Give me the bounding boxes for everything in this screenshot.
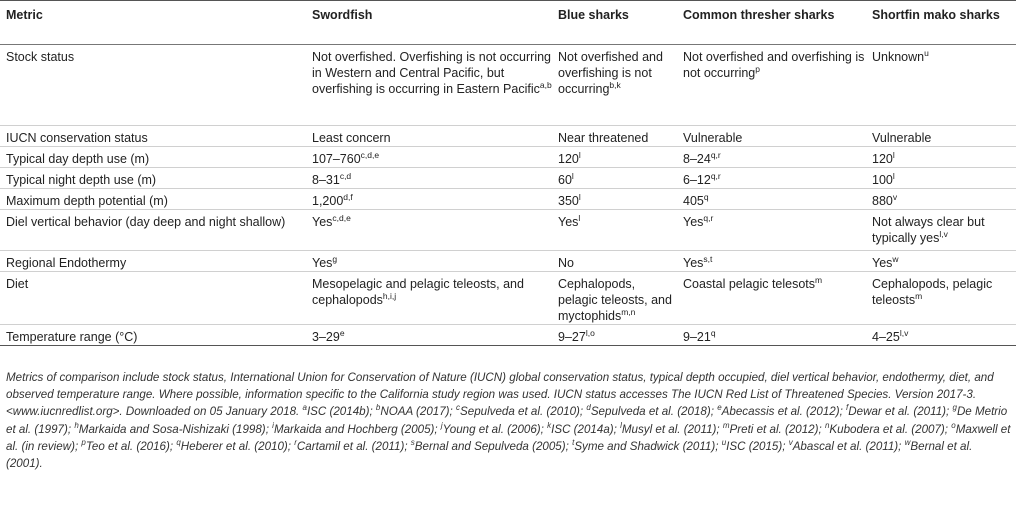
shortfin-mako-sharks-cell	[866, 168, 1016, 189]
cell-superscript: a,b	[539, 79, 552, 90]
footnote-ref-text: Markaida and Hochberg (2005)	[273, 422, 435, 436]
cell-superscript: l	[892, 170, 895, 181]
swordfish-cell	[306, 126, 552, 147]
common-thresher-sharks-cell	[677, 126, 866, 147]
cell-text: Cephalopods, pelagic teleosts, and myctophids	[558, 277, 672, 323]
footnote-ref-text: Young et al. (2006)	[442, 422, 541, 436]
footnote-ref-key: u	[721, 437, 727, 447]
cell-text: Yes	[683, 256, 704, 270]
cell-superscript: l	[892, 149, 895, 160]
cell-text: 9–27	[558, 330, 586, 344]
cell-superscript: s,t	[703, 253, 713, 264]
table-row	[0, 210, 1016, 251]
cell-text: 100	[872, 173, 893, 187]
cell-text: Yes	[683, 215, 704, 229]
cell-superscript: l,v	[939, 228, 948, 239]
cell-text: 1,200	[312, 194, 344, 208]
footnote-ref-key: v	[788, 437, 793, 447]
swordfish-cell	[306, 210, 552, 251]
cell-superscript: e	[339, 327, 345, 338]
header-blue-sharks: Blue sharks	[552, 1, 677, 45]
common-thresher-sharks-cell	[677, 210, 866, 251]
blue-sharks-cell	[552, 272, 677, 325]
blue-sharks-cell	[552, 168, 677, 189]
cell-text: 120	[558, 152, 579, 166]
cell-text: Cephalopods, pelagic teleosts	[872, 277, 993, 307]
swordfish-cell	[306, 325, 552, 346]
cell-superscript: g	[332, 253, 338, 264]
footnote-ref-key: h	[74, 420, 79, 430]
footnote-ref-key: q	[176, 437, 181, 447]
cell-superscript: q,r	[710, 149, 721, 160]
footnote-ref-key: t	[572, 437, 575, 447]
footnote-ref-key: w	[904, 437, 911, 447]
table-row	[0, 147, 1016, 168]
cell-text: Not overfished. Overfishing is not occurring in Western and Central Pacific, but overfishing is occurring in Eastern Pacific	[312, 50, 551, 96]
shortfin-mako-sharks-cell	[866, 126, 1016, 147]
common-thresher-sharks-cell	[677, 189, 866, 210]
cell-text: Yes	[558, 215, 579, 229]
cell-superscript: q	[703, 191, 709, 202]
cell-superscript: l	[578, 149, 581, 160]
shortfin-mako-sharks-cell	[866, 189, 1016, 210]
shortfin-mako-sharks-cell	[866, 147, 1016, 168]
common-thresher-sharks-cell	[677, 251, 866, 272]
cell-text: 107–760	[312, 152, 361, 166]
cell-text: 3–29	[312, 330, 340, 344]
cell-text: 4–25	[872, 330, 900, 344]
footnote-ref-text: Heberer et al. (2010)	[180, 439, 288, 453]
footnote-ref-text: Bernal et al. (2001).	[6, 439, 973, 471]
cell-text: Not always clear but typically yes	[872, 215, 985, 245]
cell-text: Coastal pelagic telesots	[683, 277, 816, 291]
cell-superscript: q,r	[703, 212, 714, 223]
blue-sharks-cell	[552, 325, 677, 346]
table-row	[0, 189, 1016, 210]
table-row	[0, 251, 1016, 272]
footnote-ref-text: Preti et al. (2012)	[729, 422, 819, 436]
common-thresher-sharks-cell	[677, 325, 866, 346]
cell-text: 8–24	[683, 152, 711, 166]
cell-superscript: p	[755, 63, 760, 74]
blue-sharks-cell	[552, 251, 677, 272]
table-row	[0, 45, 1016, 126]
cell-superscript: l	[578, 212, 581, 223]
cell-text: Near threatened	[558, 131, 649, 145]
footnote-ref-key: j	[440, 420, 443, 430]
common-thresher-sharks-cell	[677, 147, 866, 168]
footnote-ref-text: ISC (2015)	[726, 439, 783, 453]
header-row	[0, 1, 1016, 45]
swordfish-cell	[306, 251, 552, 272]
metric-cell: Typical day depth use (m)	[6, 152, 150, 166]
footnote-ref-text: Kubodera et al. (2007)	[829, 422, 945, 436]
footnote-ref-text: NOAA (2017)	[380, 405, 450, 419]
cell-text: Not overfished and overfishing is not occurring	[558, 50, 663, 96]
cell-superscript: v	[892, 191, 898, 202]
cell-superscript: l,v	[899, 327, 909, 338]
cell-text: 9–21	[683, 330, 711, 344]
cell-superscript: m	[915, 290, 923, 301]
common-thresher-sharks-cell	[677, 272, 866, 325]
cell-text: 60	[558, 173, 572, 187]
common-thresher-sharks-cell	[677, 45, 866, 126]
footnote-ref-key: g	[952, 403, 957, 413]
footnote-ref-key: s	[410, 437, 415, 447]
metric-cell: IUCN conservation status	[6, 131, 148, 145]
footnote-ref-key: l	[620, 420, 622, 430]
cell-superscript: h,i,j	[382, 290, 397, 301]
footnote-ref-text: ISC (2014a)	[551, 422, 614, 436]
footnote-ref-key: k	[547, 420, 552, 430]
table-footnote	[6, 369, 1011, 472]
footnote-ref-text: Cartamil et al. (2011)	[296, 439, 405, 453]
header-metric: Metric	[0, 1, 306, 45]
cell-text: Unknown	[872, 50, 925, 64]
swordfish-cell	[306, 147, 552, 168]
cell-superscript: c,d,e	[332, 212, 351, 223]
cell-superscript: b,k	[609, 79, 621, 90]
shortfin-mako-sharks-cell	[866, 45, 1016, 126]
footnote-references: $^a$ISC (2014b); $^b$NOAA (2017); $^c$Sepulveda et al. (2010); $^d$Sepulveda et al. (2018); $^e$Abecassis et al. (2012); $^f$Dewar et al. (2011); $^g$De Metrio et al. (1997); $^h$Markaida and Sosa-Nishizaki (1998); $^i$Markaida and Hochberg (2005); $^j$Young et al. (2006); $^k$ISC (2014a); $^l$Musyl et al. (2011); $^m$Preti et al. (2012); $^n$Kubodera et al. (2007); $^o$Maxwell et al. (in review); $^p$Teo et al. (2016); $^q$Heberer et al. (2010); $^r$Cartamil et al. (2011); $^s$Bernal and Sepulveda (2005); $^t$Syme and Shadwick (2011); $^u$ISC (2015); $^v$Abascal et al. (2011); $^w$Bernal et al. (2001).	[6, 403, 1011, 471]
metric-cell: Regional Endothermy	[6, 256, 127, 270]
footnote-ref-text: Teo et al. (2016)	[85, 439, 170, 453]
blue-sharks-cell	[552, 45, 677, 126]
blue-sharks-cell	[552, 210, 677, 251]
cell-text: 120	[872, 152, 893, 166]
cell-text: 405	[683, 194, 704, 208]
metric-cell: Diet	[6, 277, 29, 291]
cell-superscript: c,d,e	[360, 149, 380, 160]
blue-sharks-cell	[552, 189, 677, 210]
footnote-ref-text: Sepulveda et al. (2010)	[460, 405, 580, 419]
header-common-thresher-sharks: Common thresher sharks	[677, 1, 866, 45]
footnote-ref-text: Musyl et al. (2011)	[621, 422, 717, 436]
cell-text: 350	[558, 194, 579, 208]
cell-superscript: d,f	[343, 191, 353, 202]
cell-text: 880	[872, 194, 893, 208]
cell-text: Vulnerable	[872, 131, 932, 145]
cell-text: Yes	[312, 256, 333, 270]
footnote-ref-key: e	[717, 403, 722, 413]
metric-cell: Stock status	[6, 50, 75, 64]
metric-cell: Diel vertical behavior (day deep and night shallow)	[6, 215, 286, 229]
swordfish-cell	[306, 189, 552, 210]
footnote-ref-key: i	[272, 420, 274, 430]
shortfin-mako-sharks-cell	[866, 325, 1016, 346]
cell-text: 8–31	[312, 173, 340, 187]
metric-cell: Maximum depth potential (m)	[6, 194, 168, 208]
header-shortfin-mako-sharks: Shortfin mako sharks	[866, 1, 1016, 45]
footnote-ref-key: r	[294, 437, 297, 447]
header-swordfish: Swordfish	[306, 1, 552, 45]
swordfish-cell	[306, 168, 552, 189]
footnote-ref-key: c	[456, 403, 461, 413]
footnote-ref-text: Abascal et al. (2011)	[792, 439, 899, 453]
footnote-ref-key: m	[722, 420, 730, 430]
cell-superscript: u	[924, 47, 929, 58]
footnote-ref-text: Maxwell et al. (in review)	[6, 422, 1011, 453]
cell-text: Not overfished and overfishing is not occurring	[683, 50, 865, 80]
footnote-ref-key: n	[824, 420, 830, 430]
blue-sharks-cell	[552, 126, 677, 147]
table-row	[0, 272, 1016, 325]
cell-text: Yes	[312, 215, 333, 229]
metric-cell: Temperature range (°C)	[6, 330, 138, 344]
swordfish-cell	[306, 45, 552, 126]
footnote-ref-key: o	[951, 420, 956, 430]
cell-superscript: m	[815, 274, 823, 285]
footnote-ref-key: p	[81, 437, 86, 447]
shortfin-mako-sharks-cell	[866, 210, 1016, 251]
swordfish-cell	[306, 272, 552, 325]
table-row	[0, 126, 1016, 147]
footnote-ref-key: d	[586, 403, 591, 413]
cell-text: No	[558, 256, 574, 270]
footnote-intro: Metrics of comparison include stock status, International Union for Conservation of Nature (IUCN) global conservation status, typical depth occupied, diel vertical behavior, endothermy, diet, and observed temperature range. Where possible, information specific to the California study region was used. IUCN status accesses The IUCN Red List of Threatened Species. Version 2017-3. <www.iucnredlist.org>. Downloaded on 05 January 2018.	[6, 371, 994, 419]
footnote-ref-text: Abecassis et al. (2012)	[721, 405, 840, 419]
cell-superscript: c,d	[339, 170, 352, 181]
cell-superscript: l	[571, 170, 574, 181]
blue-sharks-cell	[552, 147, 677, 168]
table-row	[0, 325, 1016, 346]
cell-text: 6–12	[683, 173, 711, 187]
cell-superscript: q	[710, 327, 716, 338]
table-row	[0, 168, 1016, 189]
footnote-ref-text: ISC (2014b)	[306, 405, 370, 419]
shortfin-mako-sharks-cell	[866, 251, 1016, 272]
footnote-ref-text: Bernal and Sepulveda (2005)	[414, 439, 566, 453]
footnote-ref-key: a	[302, 403, 307, 413]
cell-superscript: m,n	[621, 306, 636, 317]
footnote-ref-key: b	[375, 403, 381, 413]
cell-text: Mesopelagic and pelagic teleosts, and cephalopods	[312, 277, 524, 307]
shortfin-mako-sharks-cell	[866, 272, 1016, 325]
cell-text: Yes	[872, 256, 893, 270]
cell-superscript: w	[892, 253, 899, 264]
footnote-ref-text: De Metrio et al. (1997)	[6, 405, 1008, 436]
cell-superscript: l,o	[585, 327, 595, 338]
footnote-ref-text: Sepulveda et al. (2018)	[590, 405, 711, 419]
cell-text: Vulnerable	[683, 131, 743, 145]
common-thresher-sharks-cell	[677, 168, 866, 189]
metric-cell: Typical night depth use (m)	[6, 173, 157, 187]
cell-superscript: q,r	[710, 170, 721, 181]
footnote-ref-text: Syme and Shadwick (2011)	[574, 439, 716, 453]
footnote-ref-text: Markaida and Sosa-Nishizaki (1998)	[78, 422, 266, 436]
cell-superscript: l	[578, 191, 581, 202]
footnote-ref-key: f	[846, 403, 849, 413]
cell-text: Least concern	[312, 131, 391, 145]
footnote-ref-text: Dewar et al. (2011)	[848, 405, 947, 419]
